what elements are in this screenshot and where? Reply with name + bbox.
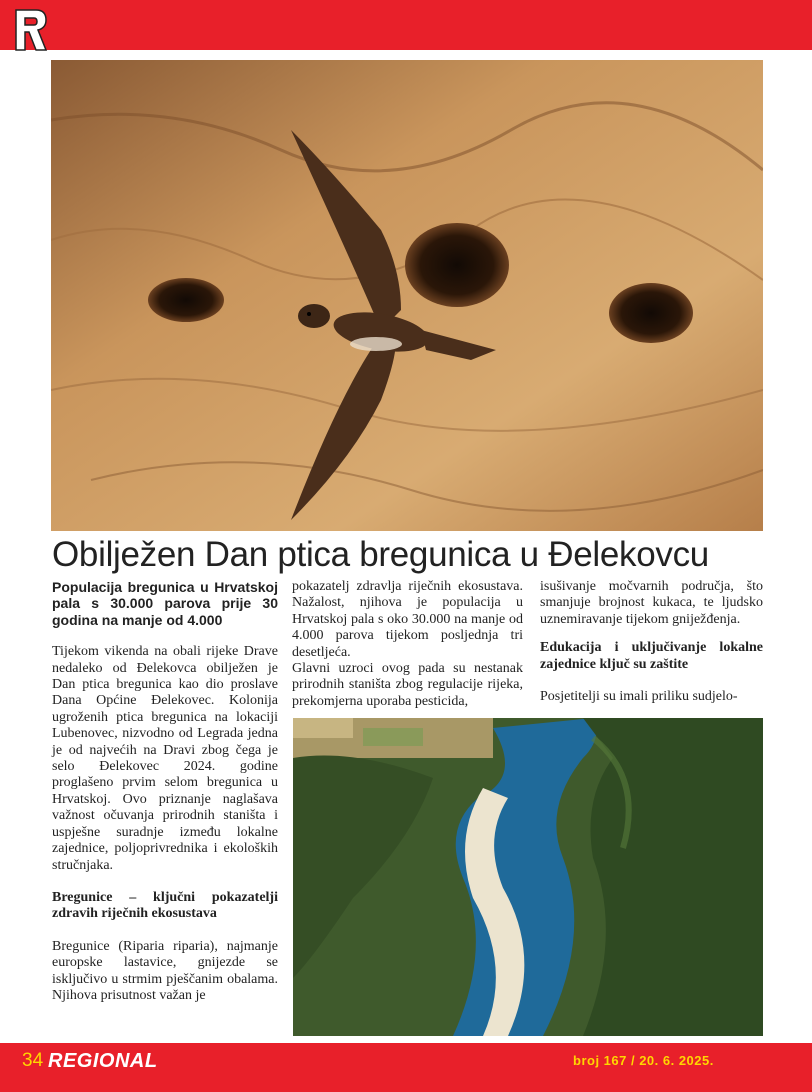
article-col2-paragraph-1: pokazatelj zdravlja riječnih ekosustava. Nažalost, njihova je populacija u Hrvatskoj pala s oko 30.000 na manje od 4.000 parova tijekom posljednja tri desetljeća.	[292, 579, 523, 660]
article-column-3	[540, 579, 763, 705]
subheading-education: Edukacija i uključivanje lokalne zajednice ključ su zaštite	[540, 640, 763, 672]
article-col3-paragraph-2: Posjetitelji su imali priliku sudjelo-	[540, 689, 738, 705]
issue-info: broj 167 / 20. 6. 2025.	[573, 1053, 714, 1068]
article-lead: Populacija bregunica u Hrvatskoj pala s 30.000 parova prije 30 godina na manje od 4.000	[52, 579, 278, 628]
regional-logo-r-icon	[10, 8, 50, 52]
article-paragraph-2: Bregunice (Riparia riparia), najmanje europske lastavice, gnijezde se isključivo u strmim pješčanim obalama. Njihova prisutnost važan je	[52, 938, 278, 1003]
article-column-1	[52, 579, 278, 1004]
article-col3-paragraph-1: isušivanje močvarnih područja, što smanjuje brojnost kukaca, te ljudsko uznemiravanje tijekom gniježđenja.	[540, 579, 763, 627]
drava-river-aerial-photo	[293, 718, 763, 1036]
article-paragraph-1: Tijekom vikenda na obali rijeke Drave nedaleko od Đelekovca obilježen je Dan ptica bregunica kao dio proslave Dana Općine Đelekovec. Kolonija ugroženih ptica bregunica na lokaciji Lubenovec, nizvodno od Legrada jedna je od najvećih na Dravi zbog čega je selo Đelekovec 2024. godine proglašeno prvim selom bregunica u Hrvatskoj. Ovo priznanje naglašava važnost očuvanja prirodnih staništa i uspješne suradnje između lokalne zajednice, poljoprivrednika i ekoloških stručnjaka.	[52, 644, 278, 873]
top-bar	[0, 0, 812, 50]
sand-martin-photo	[51, 60, 763, 531]
page-number: 34	[22, 1050, 44, 1071]
regional-brand-logo: REGIONAL	[48, 1050, 158, 1072]
article-col2-paragraph-2: Glavni uzroci ovog pada su nestanak prirodnih staništa zbog regulacije rijeka, prekomjerna uporaba pesticida,	[292, 661, 523, 709]
subheading-key-indicators: Bregunice – ključni pokazatelji zdravih riječnih ekosustava	[52, 889, 278, 922]
article-column-2	[292, 579, 523, 710]
article-headline: Obilježen Dan ptica bregunica u Đelekovcu	[52, 535, 709, 574]
